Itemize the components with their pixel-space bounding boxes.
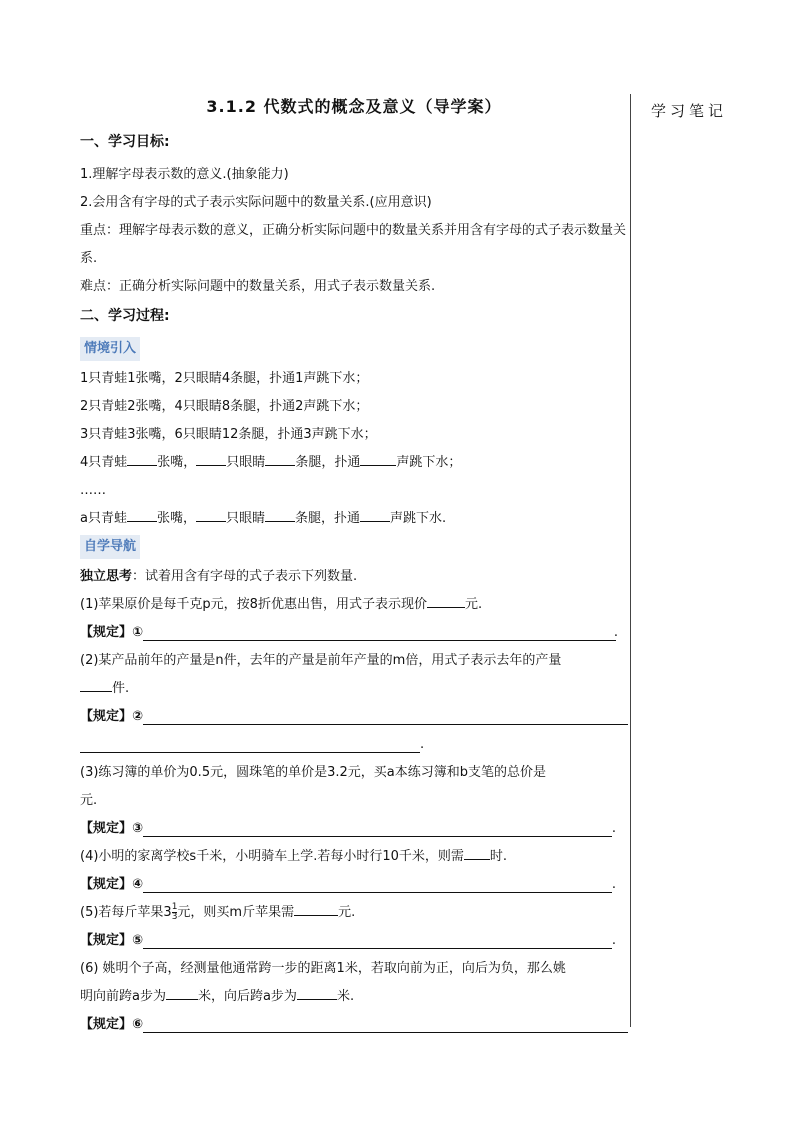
question-3: (3)练习簿的单价为0.5元，圆珠笔的单价是3.2元，买a本练习簿和b支笔的总价是: [80, 765, 546, 780]
blank[interactable]: [80, 679, 112, 692]
frog-line-3: 3只青蛙3张嘴，6只眼睛12条腿，扑通3声跳下水；: [80, 427, 377, 442]
answer-line[interactable]: [143, 820, 612, 837]
blank[interactable]: [427, 595, 465, 608]
blank[interactable]: [297, 987, 337, 1000]
question-1: (1)苹果原价是每千克p元，按8折优惠出售，用式子表示现价 元.: [80, 597, 483, 612]
question-2: (2)某产品前年的产量是n件，去年的产量是前年产量的m倍，用式子表示去年的产量: [80, 653, 562, 668]
goal-1: 1.理解字母表示数的意义.(抽象能力): [80, 167, 289, 182]
tag-self-study: 自学导航: [80, 535, 140, 559]
question-5: (5)若每斤苹果3 $\frac{1}{3}$ 元，则买m斤苹果需 元.: [80, 902, 356, 922]
answer-line[interactable]: [143, 624, 616, 641]
question-6-cont: 明向前跨a步为 米，向后跨a步为 米.: [80, 989, 355, 1004]
blank[interactable]: [360, 509, 390, 522]
frog-line-1: 1只青蛙1张嘴，2只眼睛4条腿，扑通1声跳下水；: [80, 371, 369, 386]
blank[interactable]: [360, 453, 396, 466]
question-3-cont: 元.: [80, 793, 98, 808]
blank[interactable]: [265, 509, 295, 522]
rule-5: 【规定】⑤ .: [80, 933, 616, 948]
question-6: (6) 姚明个子高，经测量他通常跨一步的距离1米，若取向前为正，向后为负，那么姚: [80, 961, 566, 976]
worksheet: [80, 94, 628, 1039]
column-divider: [630, 94, 631, 1027]
fraction: $\frac{1}{3}$: [171, 902, 178, 922]
section-heading-goals: 一、学习目标:: [80, 134, 170, 150]
rule-2-cont: .: [80, 731, 628, 759]
blank[interactable]: [127, 509, 157, 522]
frog-line-4: 4只青蛙 张嘴， 只眼睛 条腿，扑通 声跳下水；: [80, 455, 462, 470]
goal-2: 2.会用含有字母的式子表示实际问题中的数量关系.(应用意识): [80, 195, 432, 210]
tag-situation: 情境引入: [80, 337, 140, 361]
side-notes-title: 学习笔记: [651, 102, 728, 120]
frog-line-2: 2只青蛙2张嘴，4只眼睛8条腿，扑通2声跳下水；: [80, 399, 369, 414]
think-prompt: 独立思考：试着用含有字母的式子表示下列数量.: [80, 569, 358, 584]
rule-6: 【规定】⑥: [80, 1011, 628, 1039]
question-4: (4)小明的家离学校s千米，小明骑车上学.若每小时行10千米，则需 时.: [80, 849, 508, 864]
answer-line[interactable]: [143, 876, 612, 893]
blank[interactable]: [196, 509, 226, 522]
blank[interactable]: [294, 903, 338, 916]
rule-1: 【规定】① .: [80, 625, 618, 640]
key-point: 重点：理解字母表示数的意义，正确分析实际问题中的数量关系并用含有字母的式子表示数量关系.: [80, 223, 627, 266]
frog-line-a: a只青蛙 张嘴， 只眼睛 条腿，扑通 声跳下水.: [80, 511, 447, 526]
section-heading-process: 二、学习过程:: [80, 308, 170, 324]
answer-line[interactable]: [80, 736, 420, 753]
blank[interactable]: [464, 847, 490, 860]
question-2-cont: 件.: [80, 675, 628, 703]
difficulty: 难点：正确分析实际问题中的数量关系，用式子表示数量关系.: [80, 279, 436, 294]
blank[interactable]: [265, 453, 295, 466]
answer-line[interactable]: [143, 708, 628, 725]
rule-2: 【规定】②: [80, 703, 628, 731]
ellipsis: ……: [80, 483, 106, 498]
rule-3: 【规定】③ .: [80, 821, 616, 836]
answer-line[interactable]: [143, 932, 612, 949]
answer-line[interactable]: [143, 1016, 628, 1033]
blank[interactable]: [127, 453, 157, 466]
rule-4: 【规定】④ .: [80, 877, 616, 892]
blank[interactable]: [166, 987, 198, 1000]
blank[interactable]: [196, 453, 226, 466]
page-title: 3.1.2 代数式的概念及意义（导学案）: [206, 97, 502, 116]
